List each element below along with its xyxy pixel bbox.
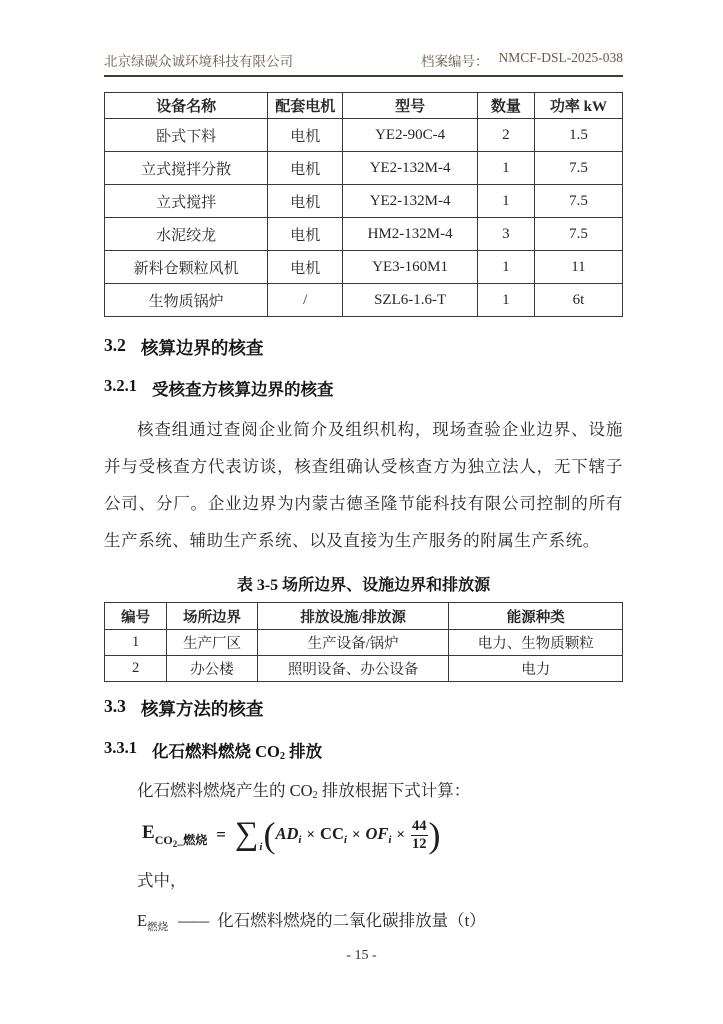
table-header-row xyxy=(105,93,623,119)
equals-sign: = xyxy=(216,825,226,844)
formula-term-ad xyxy=(275,824,301,846)
cell-device-name: 卧式下料 xyxy=(105,119,268,152)
col-header-model: 型号 xyxy=(343,93,478,119)
equipment-table xyxy=(104,92,623,317)
definition-text: 化石燃料燃烧的二氧化碳排放量（t） xyxy=(217,911,486,930)
table-row xyxy=(105,284,623,317)
section-heading-3-2 xyxy=(104,335,623,360)
cell-model: YE2-90C-4 xyxy=(343,119,478,152)
section-title-text: 排放 xyxy=(284,742,323,761)
formula-lhs xyxy=(142,822,207,849)
fraction-44-12 xyxy=(411,818,428,852)
section-title: 核算方法的核查 xyxy=(140,699,264,719)
cell-device-name: 水泥绞龙 xyxy=(105,218,268,251)
header-archive xyxy=(421,50,623,70)
col-header-motor: 配套电机 xyxy=(268,93,343,119)
cell-device-name: 立式搅拌分散 xyxy=(105,152,268,185)
cell-site-boundary: 办公楼 xyxy=(167,656,258,682)
table-3-5-caption: 表 3-5 场所边界、设施边界和排放源 xyxy=(236,577,491,594)
open-paren: ( xyxy=(263,814,276,855)
boundary-table xyxy=(104,602,623,682)
boundary-paragraph: 核查组通过查阅企业简介及组织机构，现场查验企业边界、设施并与受核查方代表访谈，核查组确认受核查方为独立法人，无下辖子公司、分厂。企业边界为内蒙古德圣隆节能科技有限公司控制的所有生产系统、辅助生产系统、以及直接为生产服务的附属生产系统。 xyxy=(104,420,623,550)
term-base: OF xyxy=(365,824,389,843)
table-row xyxy=(105,152,623,185)
cell-model: HM2-132M-4 xyxy=(343,218,478,251)
col-header-power: 功率 kW xyxy=(534,93,622,119)
section-number: 3.3.1 xyxy=(104,738,137,757)
intro-text: 化石燃料燃烧产生的 CO xyxy=(137,781,313,800)
section-title: 受核查方核算边界的核查 xyxy=(152,380,334,399)
cell-energy-type: 电力 xyxy=(449,656,623,682)
cell-index: 2 xyxy=(105,656,167,682)
cell-energy-type: 电力、生物质颗粒 xyxy=(449,630,623,656)
cell-power: 7.5 xyxy=(534,185,622,218)
section-title-text: 化石燃料燃烧 CO xyxy=(152,742,280,761)
table-row xyxy=(105,630,623,656)
section-heading-3-3 xyxy=(104,696,623,721)
term-base: AD xyxy=(275,824,299,843)
multiply-sign: × xyxy=(351,826,361,843)
formula-e-subscript-tail: _燃烧 xyxy=(177,832,208,847)
table-row xyxy=(105,185,623,218)
table-header-row xyxy=(105,603,623,630)
fraction-denominator: 12 xyxy=(412,835,427,852)
table-row xyxy=(105,119,623,152)
col-header-energy-type: 能源种类 xyxy=(449,603,623,630)
cell-quantity: 3 xyxy=(477,218,534,251)
cell-motor: / xyxy=(268,284,343,317)
cell-power: 1.5 xyxy=(534,119,622,152)
col-header-site-boundary: 场所边界 xyxy=(167,603,258,630)
section-title: 核算边界的核查 xyxy=(140,338,264,358)
cell-device-name: 立式搅拌 xyxy=(105,185,268,218)
sigma-subscript: i xyxy=(259,841,263,853)
cell-motor: 电机 xyxy=(268,218,343,251)
term-definition-line xyxy=(104,907,623,934)
formula-term-of xyxy=(366,824,392,846)
col-header-emission-source: 排放设施/排放源 xyxy=(257,603,449,630)
cell-power: 7.5 xyxy=(534,218,622,251)
term-subscript: i xyxy=(298,834,302,846)
cell-quantity: 1 xyxy=(477,284,534,317)
header-company-name: 北京绿碳众诚环境科技有限公司 xyxy=(104,54,293,69)
section-number: 3.2 xyxy=(104,335,126,355)
term-subscript: i xyxy=(343,834,347,846)
archive-label: 档案编号： xyxy=(420,54,489,69)
cell-quantity: 1 xyxy=(477,251,534,284)
cell-model: YE2-132M-4 xyxy=(343,152,478,185)
intro-text: 排放根据下式计算： xyxy=(317,781,471,800)
sigma-symbol: ∑ xyxy=(234,816,259,853)
section-heading-3-2-1 xyxy=(104,376,623,400)
definition-dash: —— xyxy=(178,911,208,930)
table-row xyxy=(105,656,623,682)
term-subscript: i xyxy=(388,834,392,846)
col-header-index: 编号 xyxy=(105,603,167,630)
definition-e: E xyxy=(137,911,148,930)
section-number: 3.3 xyxy=(104,696,126,716)
cell-quantity: 1 xyxy=(477,185,534,218)
cell-motor: 电机 xyxy=(268,119,343,152)
formula-term-cc xyxy=(320,824,347,846)
definition-e-subscript: 燃烧 xyxy=(147,922,169,933)
page-number: - 15 - xyxy=(346,948,377,963)
section-title xyxy=(152,738,322,762)
cell-power: 6t xyxy=(534,284,622,317)
cell-quantity: 2 xyxy=(477,119,534,152)
section-heading-3-3-1 xyxy=(104,738,623,762)
cell-motor: 电机 xyxy=(268,152,343,185)
document-header xyxy=(104,50,623,77)
cell-device-name: 新料仓颗粒风机 xyxy=(105,251,268,284)
cell-emission-source: 生产设备/锅炉 xyxy=(257,630,449,656)
table-row xyxy=(105,218,623,251)
formula-e-symbol: E xyxy=(142,821,155,843)
multiply-sign: × xyxy=(396,826,406,843)
cell-model: YE3-160M1 xyxy=(343,251,478,284)
method-intro-line xyxy=(104,777,623,801)
co2-combustion-formula xyxy=(142,813,623,857)
fraction-numerator: 44 xyxy=(412,817,427,834)
formula-e-subscript-2: 2 xyxy=(172,838,178,849)
cell-emission-source: 照明设备、办公设备 xyxy=(257,656,449,682)
cell-quantity: 1 xyxy=(477,152,534,185)
cell-motor: 电机 xyxy=(268,251,343,284)
col-header-device-name: 设备名称 xyxy=(105,93,268,119)
co2-subscript: 2 xyxy=(312,789,318,801)
section-number: 3.2.1 xyxy=(104,376,137,395)
cell-power: 11 xyxy=(534,251,622,284)
close-paren: ) xyxy=(428,814,441,855)
multiply-sign: × xyxy=(306,826,316,843)
where-label: 式中， xyxy=(137,871,187,890)
cell-index: 1 xyxy=(105,630,167,656)
cell-site-boundary: 生产厂区 xyxy=(167,630,258,656)
formula-e-subscript: CO xyxy=(154,832,173,847)
cell-power: 7.5 xyxy=(534,152,622,185)
term-base: CC xyxy=(320,824,344,843)
archive-number: NMCF-DSL-2025-038 xyxy=(498,50,623,65)
definition-symbol xyxy=(137,911,169,933)
cell-model: SZL6-1.6-T xyxy=(343,284,478,317)
cell-model: YE2-132M-4 xyxy=(343,185,478,218)
table-row xyxy=(105,251,623,284)
cell-device-name: 生物质锅炉 xyxy=(105,284,268,317)
cell-motor: 电机 xyxy=(268,185,343,218)
co2-subscript: 2 xyxy=(279,750,285,762)
col-header-quantity: 数量 xyxy=(477,93,534,119)
